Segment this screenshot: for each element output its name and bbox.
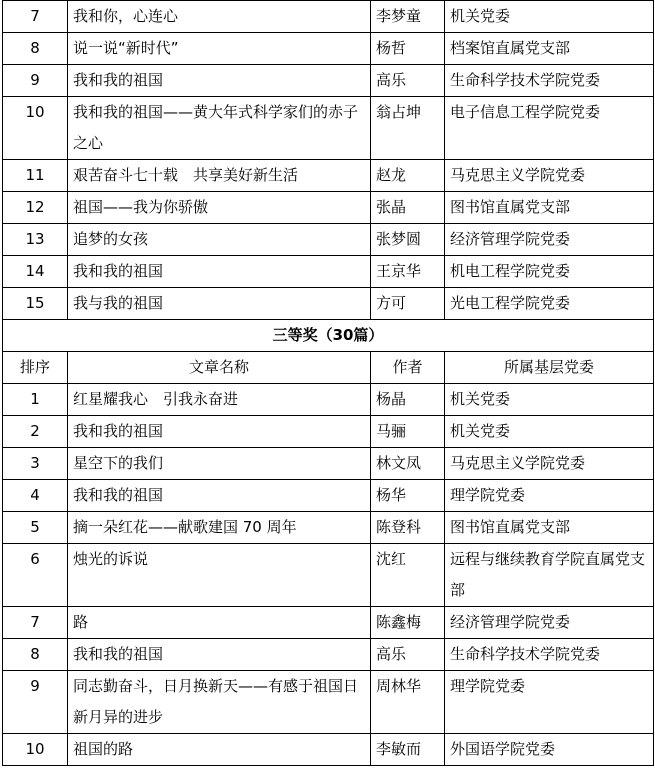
rank-cell: 7 [3, 1, 68, 33]
title-cell: 祖国——我为你骄傲 [68, 192, 371, 224]
title-cell: 我与我的祖国 [68, 288, 371, 320]
title-cell: 我和我的祖国 [68, 65, 371, 97]
title-cell: 我和我的祖国 [68, 256, 371, 288]
title-cell: 同志勤奋斗，日月换新天——有感于祖国日新月异的进步 [68, 671, 371, 734]
title-cell: 说一说“新时代” [68, 33, 371, 65]
org-cell: 机关党委 [445, 416, 654, 448]
rank-cell: 10 [3, 734, 68, 766]
column-header-author: 作者 [371, 352, 445, 384]
table-row [3, 256, 654, 288]
author-cell: 沈红 [371, 544, 445, 607]
table-row [3, 480, 654, 512]
org-cell: 图书馆直属党支部 [445, 512, 654, 544]
org-cell: 生命科学技术学院党委 [445, 65, 654, 97]
rank-cell: 2 [3, 416, 68, 448]
rank-cell: 1 [3, 384, 68, 416]
column-header-rank: 排序 [3, 352, 68, 384]
table-row [3, 384, 654, 416]
author-cell: 杨晶 [371, 384, 445, 416]
table-row [3, 1, 654, 33]
org-cell: 理学院党委 [445, 480, 654, 512]
author-cell: 赵龙 [371, 160, 445, 192]
org-cell: 机关党委 [445, 384, 654, 416]
author-cell: 高乐 [371, 639, 445, 671]
author-cell: 王京华 [371, 256, 445, 288]
author-cell: 陈登科 [371, 512, 445, 544]
author-cell: 林文凤 [371, 448, 445, 480]
rank-cell: 8 [3, 33, 68, 65]
table-row [3, 160, 654, 192]
rank-cell: 4 [3, 480, 68, 512]
org-cell: 电子信息工程学院党委 [445, 97, 654, 160]
title-cell: 我和你，心连心 [68, 1, 371, 33]
rank-cell: 3 [3, 448, 68, 480]
table-row [3, 671, 654, 734]
title-cell: 摘一朵红花——献歌建国 70 周年 [68, 512, 371, 544]
title-cell: 我和我的祖国 [68, 416, 371, 448]
title-cell: 星空下的我们 [68, 448, 371, 480]
author-cell: 张晶 [371, 192, 445, 224]
org-cell: 机电工程学院党委 [445, 256, 654, 288]
table-row [3, 288, 654, 320]
rank-cell: 11 [3, 160, 68, 192]
author-cell: 李敏而 [371, 734, 445, 766]
table-row [3, 65, 654, 97]
column-header-title: 文章名称 [68, 352, 371, 384]
org-cell: 图书馆直属党支部 [445, 192, 654, 224]
org-cell: 经济管理学院党委 [445, 607, 654, 639]
author-cell: 方可 [371, 288, 445, 320]
section-heading-row [3, 320, 654, 352]
table-row [3, 607, 654, 639]
table-row [3, 33, 654, 65]
title-cell: 追梦的女孩 [68, 224, 371, 256]
org-cell: 光电工程学院党委 [445, 288, 654, 320]
table-row [3, 544, 654, 607]
org-cell: 生命科学技术学院党委 [445, 639, 654, 671]
table-row [3, 416, 654, 448]
rank-cell: 6 [3, 544, 68, 607]
table-row [3, 192, 654, 224]
org-cell: 外国语学院党委 [445, 734, 654, 766]
title-cell: 烛光的诉说 [68, 544, 371, 607]
column-header-org: 所属基层党委 [445, 352, 654, 384]
table-row [3, 734, 654, 766]
column-header-row [3, 352, 654, 384]
rank-cell: 9 [3, 671, 68, 734]
table-row [3, 97, 654, 160]
title-cell: 祖国的路 [68, 734, 371, 766]
author-cell: 杨华 [371, 480, 445, 512]
author-cell: 李梦童 [371, 1, 445, 33]
org-cell: 理学院党委 [445, 671, 654, 734]
title-cell: 红星耀我心 引我永奋进 [68, 384, 371, 416]
awards-table [2, 0, 654, 766]
org-cell: 马克思主义学院党委 [445, 448, 654, 480]
rank-cell: 7 [3, 607, 68, 639]
title-cell: 我和我的祖国——黄大年式科学家们的赤子之心 [68, 97, 371, 160]
rank-cell: 15 [3, 288, 68, 320]
title-cell: 我和我的祖国 [68, 480, 371, 512]
author-cell: 杨哲 [371, 33, 445, 65]
org-cell: 马克思主义学院党委 [445, 160, 654, 192]
org-cell: 机关党委 [445, 1, 654, 33]
rank-cell: 13 [3, 224, 68, 256]
title-cell: 路 [68, 607, 371, 639]
org-cell: 经济管理学院党委 [445, 224, 654, 256]
author-cell: 陈鑫梅 [371, 607, 445, 639]
author-cell: 张梦圆 [371, 224, 445, 256]
title-cell: 艰苦奋斗七十载 共享美好新生活 [68, 160, 371, 192]
org-cell: 档案馆直属党支部 [445, 33, 654, 65]
org-cell: 远程与继续教育学院直属党支部 [445, 544, 654, 607]
author-cell: 周林华 [371, 671, 445, 734]
rank-cell: 12 [3, 192, 68, 224]
rank-cell: 8 [3, 639, 68, 671]
author-cell: 马骊 [371, 416, 445, 448]
rank-cell: 5 [3, 512, 68, 544]
author-cell: 翁占坤 [371, 97, 445, 160]
table-row [3, 448, 654, 480]
rank-cell: 14 [3, 256, 68, 288]
table-row [3, 512, 654, 544]
author-cell: 高乐 [371, 65, 445, 97]
title-cell: 我和我的祖国 [68, 639, 371, 671]
rank-cell: 10 [3, 97, 68, 160]
table-row [3, 639, 654, 671]
table-row [3, 224, 654, 256]
third-prize-heading: 三等奖（30篇） [3, 320, 654, 352]
rank-cell: 9 [3, 65, 68, 97]
